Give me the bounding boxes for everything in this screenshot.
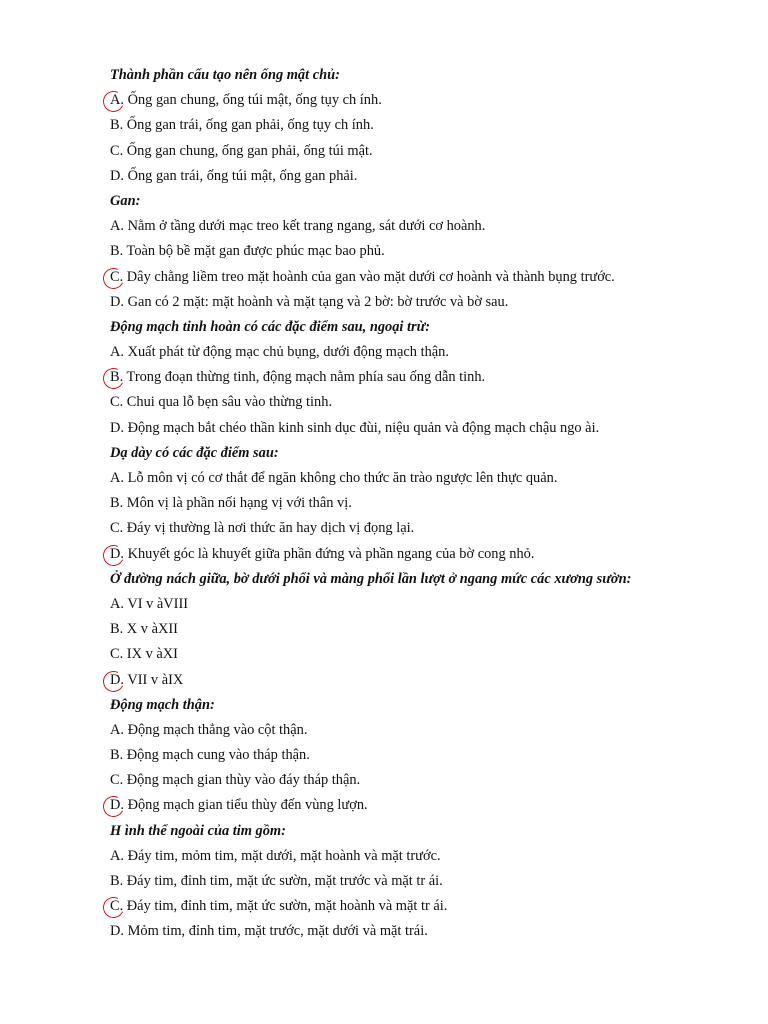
- answer-option-text: C. Dây chằng liềm treo mặt hoành của gan vào mặt dưới cơ hoành và thành bụng trước.: [110, 268, 615, 285]
- answer-option-text: B. X v àXII: [110, 621, 178, 638]
- answer-option: [110, 592, 750, 617]
- answer-option: [110, 416, 750, 441]
- answer-option-text: A. Đáy tim, mỏm tim, mặt dưới, mặt hoành và mặt trước.: [110, 847, 441, 864]
- answer-option: [110, 491, 750, 516]
- answer-option: [110, 844, 750, 869]
- answer-option: [110, 793, 750, 818]
- answer-option-text: B. Trong đoạn thừng tinh, động mạch nằm phía sau ống dẫn tinh.: [110, 369, 486, 386]
- answer-option: [110, 668, 750, 693]
- question-list: [110, 63, 750, 945]
- answer-option: [110, 214, 750, 239]
- answer-option-text: C. Động mạch gian thùy vào đáy tháp thận.: [110, 772, 361, 789]
- answer-option-text: D. Khuyết góc là khuyết giữa phần đứng và phần ngang của bờ cong nhỏ.: [110, 545, 535, 562]
- answer-option: [110, 542, 750, 567]
- answer-option-text: D. VII v àIX: [110, 671, 184, 688]
- answer-option: [110, 88, 750, 113]
- answer-option: [110, 265, 750, 290]
- answer-option-text: A. Ống gan chung, ống túi mật, ống tụy ch ính.: [110, 92, 382, 109]
- answer-option-text: C. Đáy tim, đỉnh tim, mặt ức sườn, mặt hoành và mặt tr ái.: [110, 898, 448, 915]
- answer-option-text: C. Ống gan chung, ống gan phải, ống túi mật.: [110, 142, 373, 159]
- answer-option-text: C. Đáy vị thường là nơi thức ăn hay dịch vị đọng lại.: [110, 520, 415, 537]
- answer-option: [110, 642, 750, 667]
- answer-option-text: B. Động mạch cung vào tháp thận.: [110, 747, 310, 764]
- answer-option: [110, 919, 750, 944]
- answer-option-text: B. Toàn bộ bề mặt gan được phúc mạc bao phủ.: [110, 243, 385, 260]
- answer-option-text: D. Gan có 2 mặt: mặt hoành và mặt tạng và 2 bờ: bờ trước và bờ sau.: [110, 293, 509, 310]
- answer-option-text: D. Động mạch gian tiểu thùy đến vùng lượn.: [110, 797, 368, 814]
- answer-option: [110, 466, 750, 491]
- answer-option-text: A. Nằm ở tầng dưới mạc treo kết trang ngang, sát dưới cơ hoành.: [110, 218, 486, 235]
- answer-option: [110, 239, 750, 264]
- answer-option: [110, 113, 750, 138]
- question-title: Dạ dày có các đặc điểm sau:: [110, 444, 279, 461]
- answer-option-text: A. Xuất phát từ động mạc chủ bụng, dưới động mạch thận.: [110, 344, 449, 361]
- question-title: Động mạch thận:: [110, 696, 215, 713]
- answer-option-text: A. Động mạch thẳng vào cột thận.: [110, 721, 308, 738]
- answer-option: [110, 869, 750, 894]
- question-title: Gan:: [110, 192, 141, 209]
- answer-option-text: D. Ống gan trái, ống túi mật, ống gan phải.: [110, 167, 358, 184]
- answer-option: [110, 390, 750, 415]
- answer-option: [110, 164, 750, 189]
- answer-option-text: A. VI v àVIII: [110, 595, 189, 612]
- question-title: H ình thể ngoài của tim gồm:: [110, 822, 286, 839]
- answer-option-text: C. Chui qua lỗ bẹn sâu vào thừng tinh.: [110, 394, 333, 411]
- answer-option: [110, 743, 750, 768]
- answer-option: [110, 516, 750, 541]
- answer-option: [110, 290, 750, 315]
- answer-option-text: B. Đáy tim, đỉnh tim, mặt ức sườn, mặt trước và mặt tr ái.: [110, 873, 443, 889]
- answer-option-text: A. Lỗ môn vị có cơ thắt để ngăn không cho thức ăn trào ngược lên thực quản.: [110, 470, 558, 486]
- answer-option-text: D. Động mạch bắt chéo thần kinh sinh dục đùi, niệu quản và động mạch chậu ngo ài.: [110, 419, 600, 436]
- answer-option-text: C. IX v àXI: [110, 646, 178, 663]
- question-title: Động mạch tinh hoàn có các đặc điểm sau, ngoại trừ:: [110, 318, 431, 335]
- answer-option: [110, 139, 750, 164]
- question-title: Thành phần cấu tạo nên ống mật chủ:: [110, 67, 340, 83]
- answer-option: [110, 365, 750, 390]
- answer-option-text: B. Môn vị là phần nối hạng vị với thân vị.: [110, 495, 352, 512]
- answer-option: [110, 718, 750, 743]
- answer-option: [110, 894, 750, 919]
- question-title: Ở đường nách giữa, bờ dưới phổi và màng phổi lần lượt ở ngang mức các xương sườn:: [110, 570, 632, 587]
- answer-option: [110, 340, 750, 365]
- answer-option-text: D. Mỏm tim, đỉnh tim, mặt trước, mặt dưới và mặt trái.: [110, 923, 428, 940]
- answer-option: [110, 768, 750, 793]
- answer-option-text: B. Ống gan trái, ống gan phải, ống tụy ch ính.: [110, 117, 374, 134]
- answer-option: [110, 617, 750, 642]
